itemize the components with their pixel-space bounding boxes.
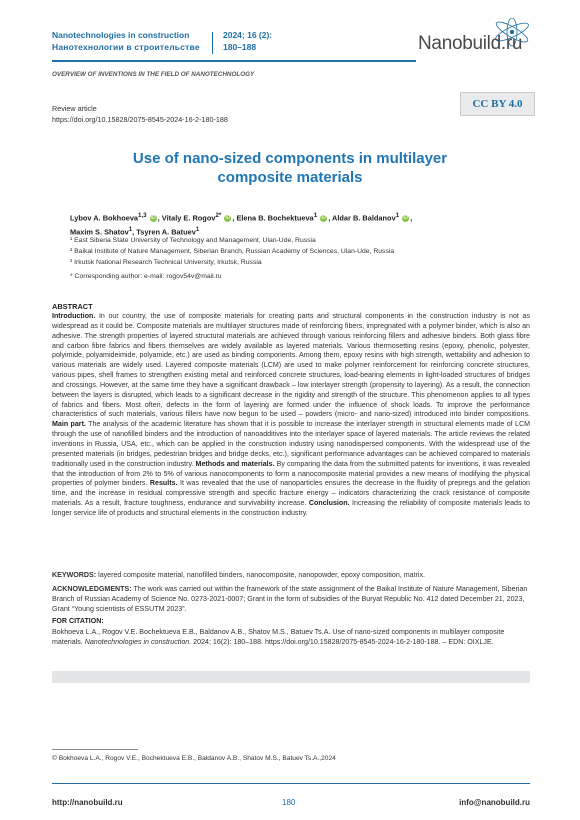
author-3: Elena B. Bochektueva [236, 213, 314, 223]
section-label: OVERVIEW OF INVENTIONS IN THE FIELD OF NANOTECHNOLOGY [52, 71, 255, 78]
author-6: Tsyren A. Batuev [136, 227, 196, 237]
conclusion-label: Conclusion. [308, 499, 350, 508]
page-number: 180 [282, 798, 296, 807]
title-line-2: composite materials [217, 169, 363, 186]
orcid-icon[interactable]: iD [403, 215, 409, 222]
main-part-label: Main part. [52, 420, 86, 429]
citation-journal: Nanotechnologies in construction. [84, 637, 192, 646]
header-separator [212, 32, 213, 54]
footer-site-link[interactable]: http://nanobuild.ru [52, 798, 123, 807]
footnote-rule [52, 749, 138, 750]
orcid-icon[interactable]: iD [150, 215, 156, 222]
author-6-affil: 1 [195, 226, 200, 234]
methods-text: By comparing the data from the submitted patents for inventions, it was revealed that the introduction of from 2% to 5% of various nanocomponents to form a nanocomposite material provides a new means of modifying the physical properties of polymer binders. [52, 459, 530, 488]
acknowledgments-text: The work was carried out within the framework of the state assignment of the Baikal Institute of Nature Management, Siberian Branch of Russian Academy of Science No. 0273-2021-0007; Grant in the form of subsidies of the Buryat Republic No. 412 dated December 21, 2023, Grant “Young scientists of ESSUTM 2023”. [52, 585, 528, 613]
main-part-text: The analysis of the academic literature has shown that it is possible to increase the interlayer strength in structural elements made of LCM through the use of nanofilled binders and the introduction of nanoadditives into the interlayer space of layered materials. The article reviews the related inventions in Russia, USA, etc., which can be applied in the construction industry using nanodispersed components. With the widespread use of the presented materials (in bridges, pedestrian bridges and bridge decks, etc.), significant performance advantages can be achieved compared to materials traditionally used in the construction industry. [52, 420, 530, 468]
abstract-heading: ABSTRACT [52, 302, 93, 311]
results-label: Results. [149, 479, 178, 488]
author-3-affil: 1 [313, 212, 318, 219]
journal-name-en: Nanotechnologies in construction [52, 30, 190, 40]
title-line-1: Use of nano-sized components in multilayer [132, 150, 448, 167]
citation-text [52, 628, 530, 648]
issue-info: 2024; 16 (2): [223, 30, 273, 40]
acknowledgments-label: ACKNOWLEDGMENTS: [52, 585, 132, 593]
orcid-icon[interactable]: iD [225, 215, 231, 222]
results-text: It was revealed that the use of nanoparticles ensures the decrease in the fluidity of prepregs and the gelation time, and the increase in residual compressive strength and specific fracture energy – indicators characterizing the crack resistance of composite materials. As a result, fracture toughness, endurance and survivability increase. [52, 479, 530, 508]
author-1-affil: 1,3 [138, 212, 147, 219]
logo-text: Nanobuild.ru [418, 33, 523, 54]
intro-label: Introduction. [52, 312, 96, 320]
keywords [52, 571, 530, 581]
author-4: Aldar B. Baldanov [332, 213, 396, 223]
article-title [60, 149, 520, 187]
doi-link[interactable]: https://doi.org/10.15828/2075-8545-2024-16-2-180-188 [52, 115, 228, 124]
affiliation-2: ² Baikal Institute of Nature Management, Siberian Branch, Russian Academy of Sciences, Ulan-Ude, Russia [70, 248, 395, 255]
abstract-body [52, 312, 530, 519]
affiliation-1: ¹ East Siberia State University of Technology and Management, Ulan-Ude, Russia [70, 237, 316, 244]
orcid-icon[interactable]: iD [321, 215, 327, 222]
keywords-label: KEYWORDS: [52, 571, 97, 579]
conclusion-text: Increasing the reliability of composite materials leads to longer service life of products and structural elements in the construction industry. [52, 499, 530, 517]
citation-heading: FOR CITATION: [52, 617, 104, 625]
author-list: Lybov A. Bokhoeva$^{1,3}$ iD , Vitaly E. Rogov$^{2*}$ iD , Elena B. Bochektueva$^1$ iD , Aldar B. Baldanov$^1$ iD , Maxim S. Shatov$^1$, Tsyren A. Batuev$^1$ [70, 212, 413, 237]
affiliation-3: ³ Irkutsk National Research Technical University, Irkutsk, Russia [70, 259, 262, 266]
license-badge: CC BY 4.0 [460, 92, 535, 116]
intro-text: In our country, the use of composite materials for creating parts and structural components in the construction industry is not as widespread as it could be. Composite materials are multilayer structures made of reinforcing fibers, impregnated with a polymer binder, which is also an adhesive. The strength properties of layered structural materials are achieved through various reinforcing fillers and adhesive binders. Both glass fibre and carbon fibre fabrics and fibers themselves are widely available as layered materials. Various thermosetting resins (epoxy, phenolic, polyester, polyimide, polyamideimide, polyamide, etc.) are used as binding components. Among them, epoxy resins with high strength, wettability and adhesion to various materials are widely used. Layered composite materials (LCM) are used to make polymer reinforcement for reinforcing concrete structures, various pipes, shell frames to strengthen existing metal and reinforced concrete structures, load-bearing elements in light-loaded structures of bridges and crossings. However, at the same time they have a significant drawback – low interlayer strength (propensity to layering). As a result, the connection between the layers is disrupted, which leads to a significant decrease in the rigidity and strength of the structure. This phenomenon applies to all types of fabrics and fibers. Most often, defects in the form of layering are formed under the influence of shock loads. To improve the performance characteristics of such materials, various fillers have now begun to be used – powders (micro- and nano-sized) introduced into binder compositions. [52, 312, 530, 419]
author-1: Lybov A. Bokhoeva [70, 213, 139, 223]
author-4-affil: 1 [395, 212, 400, 219]
footer-rule [52, 783, 530, 784]
author-2-affil: 2* [215, 212, 222, 219]
header-rule [52, 60, 416, 62]
author-5: Maxim S. Shatov [70, 227, 129, 237]
acknowledgments [52, 585, 530, 615]
copyright-notice: © Bokhoeva L.A., Rogov V.E., Bochektueva E.B., Baldanov A.B., Shatov M.S., Batuev Ts.A.,2024 [52, 755, 336, 762]
author-5-affil: 1 [128, 226, 133, 234]
gray-divider-bar [52, 671, 530, 683]
keywords-text: layered composite material, nanofilled binders, nanocomposite, nanopowder, epoxy composition, matrix. [96, 571, 425, 579]
journal-name-ru: Нанотехнологии в строительстве [52, 42, 200, 52]
citation-details: 2024; 16(2): 180–188. https://doi.org/10.15828/2075-8545-2024-16-2-180-188. – EDN: OIXLJE. [191, 637, 494, 646]
page-range: 180–188 [223, 42, 257, 52]
methods-label: Methods and materials. [195, 459, 275, 468]
author-2: Vitaly E. Rogov [161, 213, 216, 223]
footer-email-link[interactable]: info@nanobuild.ru [459, 798, 530, 807]
article-type: Review article [52, 104, 97, 113]
citation-authors: Bokhoeva L.A., Rogov V.E. Bochektueva E.B., Baldanov A.B., Shatov M.S., Batuev Ts.A. Use of nano-sized components in multilayer composite materials. [52, 628, 505, 646]
corresponding-author: * Corresponding author: e-mail: rogov54v@mail.ru [70, 273, 222, 280]
